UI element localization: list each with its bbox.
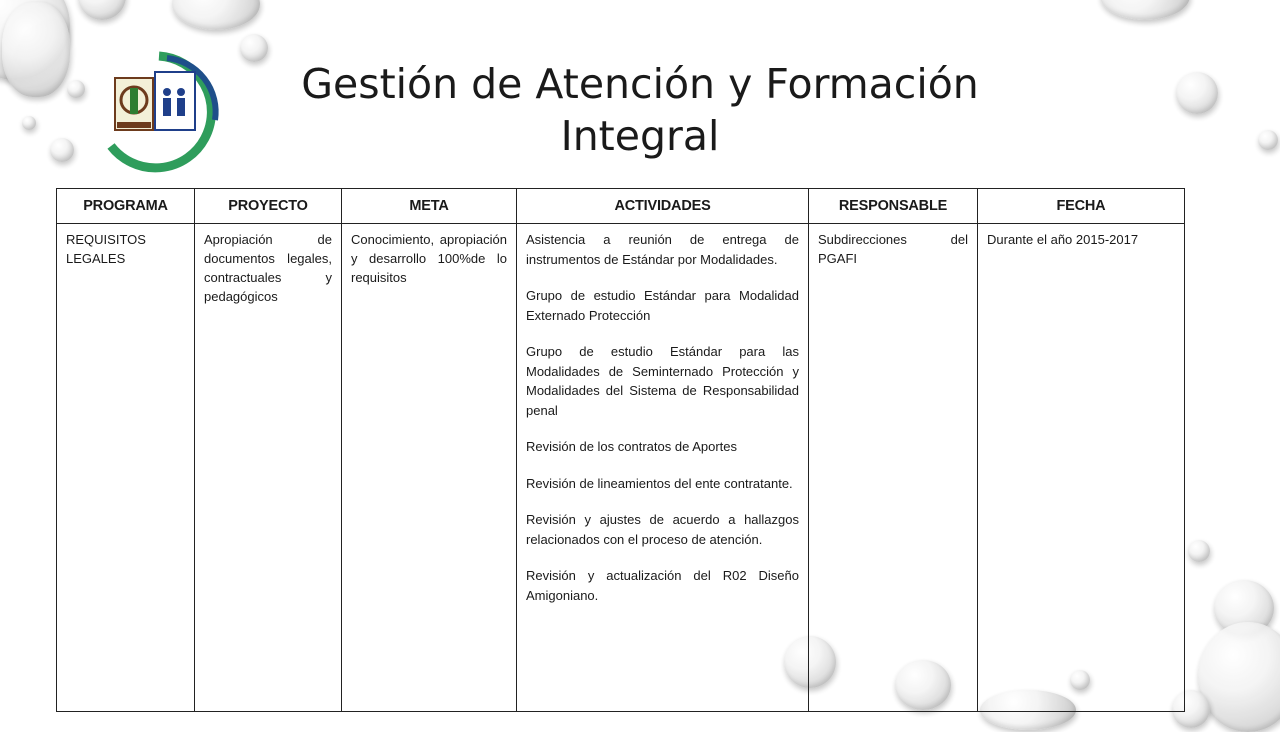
proyecto-text: Apropiación de documentos legales, contractuales y pedagógicos <box>204 232 332 304</box>
meta-text: Conocimiento, apropiación y desarrollo 100%de lo requisitos <box>351 232 507 285</box>
title-line-1: Gestión de Atención y Formación <box>301 60 979 108</box>
water-drop-decoration <box>22 116 36 130</box>
plan-table <box>56 188 1185 712</box>
water-drop-decoration <box>172 0 260 30</box>
activity-item: Grupo de estudio Estándar para las Modalidades de Seminternado Protección y Modalidades del Sistema de Responsabilidad penal <box>526 344 799 418</box>
activity-item: Grupo de estudio Estándar para Modalidad Externado Protección <box>526 288 799 323</box>
water-drop-decoration <box>1258 130 1278 150</box>
header-actividades: ACTIVIDADES <box>517 189 809 224</box>
cell-responsable <box>809 224 978 712</box>
activity-item: Revisión y actualización del R02 Diseño Amigoniano. <box>526 568 799 603</box>
header-programa: PROGRAMA <box>57 189 195 224</box>
table-header-row <box>57 189 1185 224</box>
activity-item: Asistencia a reunión de entrega de instrumentos de Estándar por Modalidades. <box>526 232 799 267</box>
water-drop-decoration <box>1198 622 1280 732</box>
water-drop-decoration <box>1176 72 1218 114</box>
cell-proyecto <box>195 224 342 712</box>
water-drop-decoration <box>1188 540 1210 562</box>
responsable-text: Subdirecciones del PGAFI <box>818 232 968 266</box>
slide-title <box>260 58 1020 162</box>
water-drop-decoration <box>78 0 126 20</box>
cell-actividades <box>517 224 809 712</box>
activity-item: Revisión de los contratos de Aportes <box>526 439 738 454</box>
water-drop-decoration <box>67 80 85 98</box>
header-fecha: FECHA <box>978 189 1185 224</box>
activity-item: Revisión y ajustes de acuerdo a hallazgos relacionados con el proceso de atención. <box>526 512 799 547</box>
header-proyecto: PROYECTO <box>195 189 342 224</box>
club-amigo-logo <box>97 50 222 175</box>
title-line-2: Integral <box>560 112 720 160</box>
water-drop-decoration <box>1100 0 1190 20</box>
cell-meta <box>342 224 517 712</box>
programa-text: REQUISITOS LEGALES <box>66 232 146 266</box>
header-responsable: RESPONSABLE <box>809 189 978 224</box>
water-drop-decoration <box>2 2 70 97</box>
table-row <box>57 224 1185 712</box>
activity-item: Revisión de lineamientos del ente contratante. <box>526 475 793 491</box>
fecha-text: Durante el año 2015-2017 <box>987 232 1139 247</box>
header-meta: META <box>342 189 517 224</box>
cell-fecha <box>978 224 1185 712</box>
cell-programa <box>57 224 195 712</box>
water-drop-decoration <box>50 138 74 162</box>
